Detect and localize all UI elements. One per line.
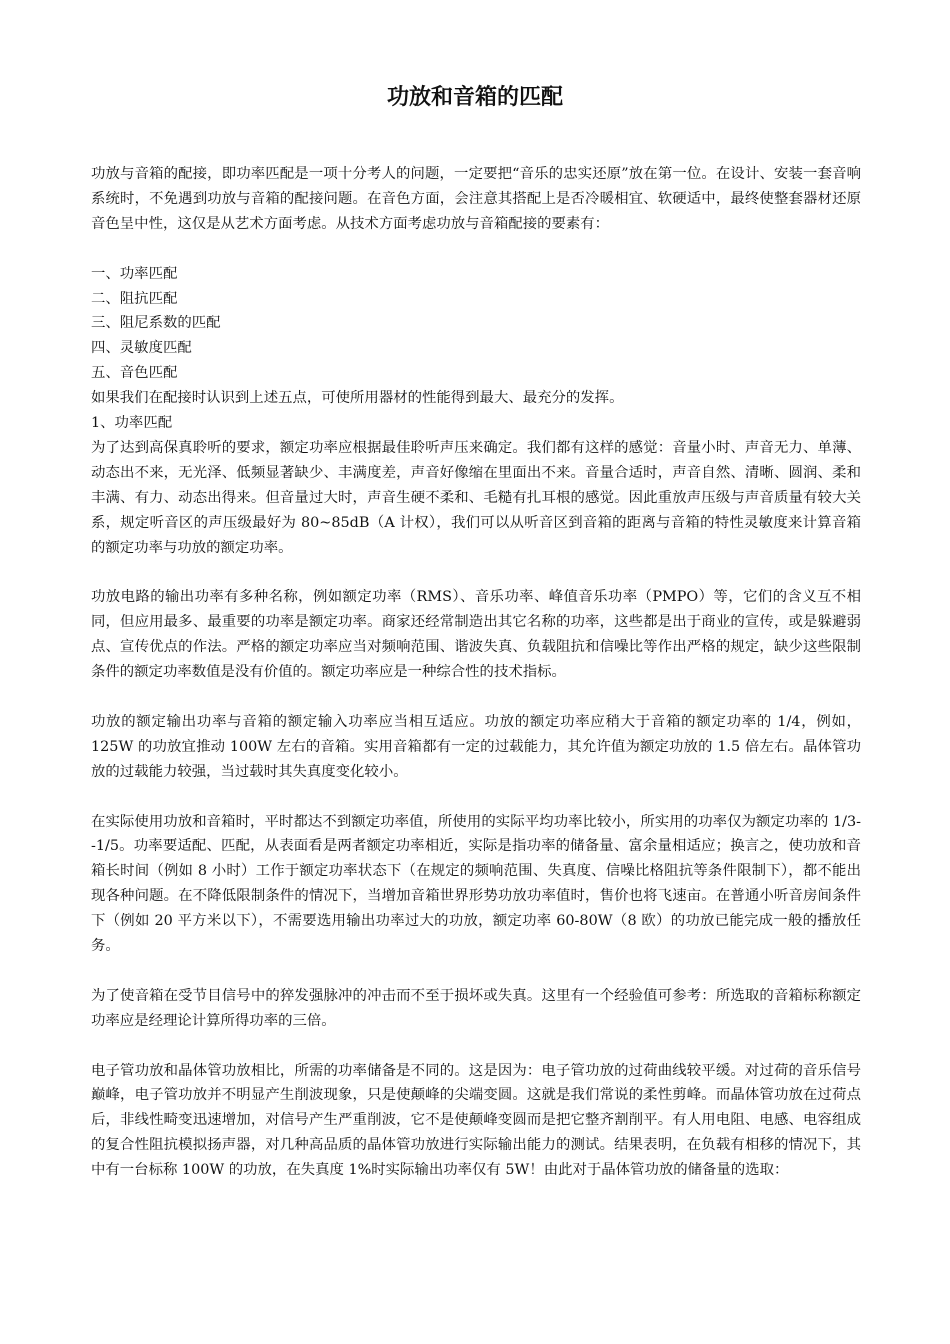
power-paragraph-3: 功放的额定输出功率与音箱的额定输入功率应当相互适应。功放的额定功率应稍大于音箱的额定功率的 1/4，例如，125W 的功放宜推动 100W 左右的音箱。实用音箱都有一定的过载能力，其允许值为额定功放的 1.5 倍左右。晶体管功放的过载能力较强，当过载时其失真度变化较小。 <box>91 713 861 780</box>
paragraph-spacer <box>91 685 861 710</box>
list-item-damping: 三、阻尼系数的匹配 <box>91 315 221 332</box>
paragraph-spacer <box>91 560 861 585</box>
list-item-power: 一、功率匹配 <box>91 265 178 282</box>
power-paragraph-1: 为了达到高保真聆听的要求，额定功率应根据最佳聆听声压来确定。我们都有这样的感觉：音量小时、声音无力、单薄、动态出不来，无光泽、低频显著缺少、丰满度差，声音好像缩在里面出不来。音量合适时，声音自然、清晰、圆润、柔和丰满、有力、动态出得来。但音量过大时，声音生硬不柔和、毛糙有扎耳根的感觉。因此重放声压级与声音质量有较大关系，规定听音区的声压级最好为 80~85dB（A 计权），我们可以从听音区到音箱的距离与音箱的特性灵敏度来计算音箱的额定功率与功放的额定功率。 <box>91 439 861 556</box>
list-item-sensitivity: 四、灵敏度匹配 <box>91 340 192 357</box>
summary-paragraph: 如果我们在配接时认识到上述五点，可使所用器材的性能得到最大、最充分的发挥。 <box>91 390 624 407</box>
intro-paragraph: 功放与音箱的配接，即功率匹配是一项十分考人的问题，一定要把“音乐的忠实还原”放在第一位。在设计、安装一套音响系统时，不免遇到功放与音箱的配接问题。在音色方面，会注意其搭配上是否冷暖相宜、软硬适中，最终使整套器材还原音色呈中性，这仅是从艺术方面考虑。从技术方面考虑功放与音箱配接的要素有： <box>91 166 861 232</box>
power-paragraph-5: 为了使音箱在受节目信号中的猝发强脉冲的冲击而不至于损坏或失真。这里有一个经验值可参考：所选取的音箱标称额定功率应是经理论计算所得功率的三倍。 <box>91 987 861 1029</box>
paragraph-spacer <box>91 959 861 984</box>
power-paragraph-2: 功放电路的输出功率有多种名称，例如额定功率（RMS）、音乐功率、峰值音乐功率（PMPO）等，它们的含义互不相同，但应用最多、最重要的功率是额定功率。商家还经常制造出其它名称的功率，这些都是出于商业的宣传，或是躲避弱点、宣传优点的作法。严格的额定功率应当对频响范围、谐波失真、负载阻抗和信噪比等作出严格的规定，缺少这些限制条件的额定功率数值是没有价值的。额定功率应是一种综合性的技术指标。 <box>91 589 861 681</box>
list-item-impedance: 二、阻抗匹配 <box>91 290 178 307</box>
power-paragraph-6: 电子管功放和晶体管功放相比，所需的功率储备是不同的。这是因为：电子管功放的过荷曲线较平缓。对过荷的音乐信号巅峰，电子管功放并不明显产生削波现象，只是使颠峰的尖端变圆。这就是我们常说的柔性剪峰。而晶体管功放在过荷点后，非线性畸变迅速增加，对信号产生严重削波，它不是使颠峰变圆而是把它整齐割削平。有人用电阻、电感、电容组成的复合性阻抗模拟扬声器，对几种高品质的晶体管功放进行实际输出能力的测试。结果表明，在负载有相移的情况下，其中有一台标称 100W 的功放，在失真度 1%时实际输出功率仅有 5W！由此对于晶体管功放的储备量的选取： <box>91 1062 861 1179</box>
paragraph-spacer <box>91 237 861 262</box>
document-body <box>91 162 861 1183</box>
paragraph-spacer <box>91 785 861 810</box>
power-paragraph-4: 在实际使用功放和音箱时，平时都达不到额定功率值，所使用的实际平均功率比较小，所实用的功率仅为额定功率的 1/3--1/5。功率要适配、匹配，从表面看是两者额定功率相近，实际是指功率的储备量、富余量相适应；换言之，使功放和音箱长时间（例如 8 小时）工作于额定功率状态下（在规定的频响范围、失真度、信噪比格阻抗等条件限制下），都不能出现各种问题。在不降低限制条件的情况下，当增加音箱世界形势功放功率值时，售价也将飞速亩。在普通小听音房间条件下（例如 20 平方米以下），不需要选用输出功率过大的功放，额定功率 60-80W（8 欧）的功放已能完成一般的播放任务。 <box>91 813 861 955</box>
page-title: 功放和音箱的匹配 <box>386 85 563 110</box>
section-heading: 1、功率匹配 <box>91 415 173 432</box>
paragraph-spacer <box>91 1034 861 1059</box>
list-item-timbre: 五、音色匹配 <box>91 365 178 382</box>
